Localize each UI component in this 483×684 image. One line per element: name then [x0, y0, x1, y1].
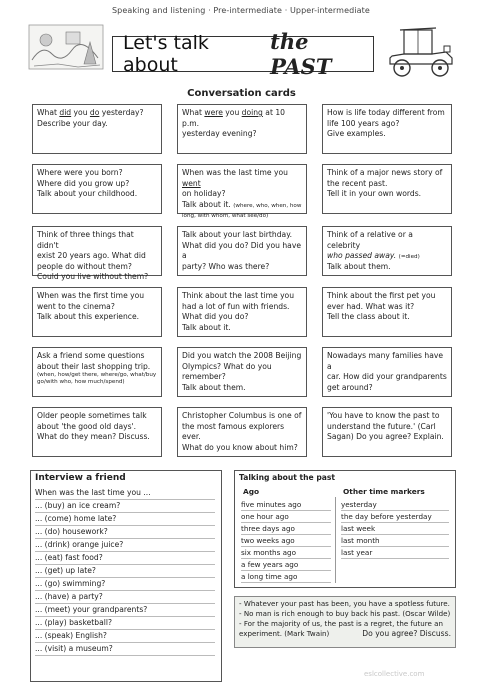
card-line: Give examples.	[327, 129, 386, 138]
interview-item: ... (have) a party?	[35, 591, 215, 604]
card-line: Talk about it.	[182, 322, 231, 332]
card-line: Did you watch the 2008 Beijing	[182, 351, 302, 360]
conversation-card	[177, 407, 307, 457]
card-line: How is life today different from	[327, 108, 445, 117]
interview-panel	[30, 470, 222, 682]
card-line: Christopher Columbus is one of	[182, 411, 302, 420]
col-other-header: Other time markers	[343, 487, 425, 496]
interview-item: ... (go) swimming?	[35, 578, 215, 591]
discussion-prompt: Do you agree? Discuss.	[362, 629, 451, 638]
card-hint: (=died)	[398, 254, 420, 260]
time-marker-item: yesterday	[341, 499, 449, 511]
card-line: get around?	[327, 382, 373, 392]
card-line: Think of three things that didn't	[37, 230, 134, 250]
conversation-card	[32, 407, 162, 457]
card-line: had a lot of fun with friends.	[182, 301, 290, 311]
section-title-conversation-cards: Conversation cards	[187, 88, 296, 99]
card-line: Sagan) Do you agree? Explain.	[327, 432, 444, 441]
ago-item: two weeks ago	[241, 535, 331, 547]
interview-item: ... (visit) a museum?	[35, 643, 215, 656]
card-text: What did you do yesterday?	[37, 108, 144, 117]
conversation-card	[177, 164, 307, 219]
card-line: the most famous explorers ever.	[182, 421, 285, 441]
card-line: What do you know about him?	[182, 442, 298, 452]
card-line: Where were you born?	[37, 168, 123, 177]
time-marker-item: last month	[341, 535, 449, 547]
card-line: the recent past.	[327, 178, 388, 188]
card-line: exist 20 years ago. What did	[37, 251, 146, 260]
card-line: who passed away.	[327, 251, 397, 260]
conversation-card	[177, 226, 307, 276]
card-line: yesterday evening?	[182, 129, 257, 138]
interview-item: ... (play) basketball?	[35, 617, 215, 630]
card-line: Talk about your childhood.	[37, 189, 138, 198]
interview-item: ... (do) housework?	[35, 526, 215, 539]
interview-item: ... (meet) your grandparents?	[35, 604, 215, 617]
card-line: Talk about this experience.	[37, 312, 140, 321]
card-hint: (where, who, when, how long, with whom, what see/do)	[182, 202, 302, 219]
card-line: Tell the class about it.	[327, 312, 410, 321]
card-line: Olympics? What do you	[182, 361, 272, 371]
conversation-card	[32, 226, 162, 281]
card-line: Tell it in your own words.	[327, 189, 422, 198]
card-line: life 100 years ago?	[327, 118, 400, 128]
conversation-card	[177, 347, 307, 397]
conversation-card	[32, 164, 162, 214]
ago-item: three days ago	[241, 523, 331, 535]
ago-item: a few years ago	[241, 559, 331, 571]
card-line: ever had. What was it?	[327, 301, 415, 311]
card-line: What did you do?	[182, 312, 249, 321]
interview-item: ... (come) home late?	[35, 513, 215, 526]
vintage-car-illustration	[386, 22, 456, 80]
card-line: Think of a relative or a celebrity	[327, 230, 413, 250]
card-line: understand the future.' (Carl	[327, 421, 436, 431]
conversation-card	[322, 407, 452, 457]
ago-item: one hour ago	[241, 511, 331, 523]
quote-line: - For the majority of us, the past is a regret, the future an	[239, 619, 443, 628]
card-line: When was the first time you	[37, 291, 145, 300]
conversation-card	[322, 164, 452, 214]
card-line: Think about the first pet you	[327, 291, 436, 300]
conversation-card	[32, 104, 162, 154]
time-marker-item: last year	[341, 547, 449, 559]
card-line: Think of a major news story of	[327, 168, 443, 177]
card-line: car. How did your grandparents	[327, 372, 447, 381]
time-marker-item: the day before yesterday	[341, 511, 449, 523]
card-line: party? Who was there?	[182, 261, 270, 271]
card-line: Talk about your last birthday.	[182, 230, 293, 239]
worksheet-subtitle: Speaking and listening · Pre-intermediate · Upper-intermediate	[112, 6, 370, 15]
column-divider	[335, 497, 336, 583]
conversation-card	[32, 287, 162, 337]
page-title: Let's talk about	[123, 32, 209, 76]
talking-about-past-panel	[234, 470, 456, 588]
card-line: Older people sometimes talk	[37, 411, 147, 420]
interview-item: ... (speak) English?	[35, 630, 215, 643]
page-title-emphasis: the PAST	[270, 29, 332, 79]
card-text: When was the last time you went	[182, 168, 288, 188]
card-line: Talk about it.	[182, 199, 231, 209]
card-line: Think about the last time you	[182, 291, 295, 300]
quotes-box	[234, 596, 456, 648]
card-line: remember?	[182, 372, 226, 381]
conversation-card	[177, 287, 307, 337]
conversation-card	[32, 347, 162, 397]
ago-item: six months ago	[241, 547, 331, 559]
card-text: What were you doing at 10 p.m.	[182, 108, 286, 128]
card-hint: (when, how/get there, where/go, what/buy go/with who, how much/spend)	[37, 372, 157, 385]
card-line: Talk about them.	[182, 382, 246, 392]
card-line: people do without them?	[37, 261, 132, 271]
quote-line: experiment. (Mark Twain)	[239, 629, 330, 638]
card-line: Could you live without them?	[37, 272, 149, 281]
conversation-card	[177, 104, 307, 154]
time-marker-item: last week	[341, 523, 449, 535]
ago-item: five minutes ago	[241, 499, 331, 511]
card-line: Describe your day.	[37, 118, 108, 128]
card-line: about their last shopping trip.	[37, 361, 151, 371]
card-line: on holiday?	[182, 189, 226, 198]
interview-title: Interview a friend	[35, 473, 126, 483]
ago-item: a long time ago	[241, 571, 331, 583]
card-line: went to the cinema?	[37, 301, 115, 311]
card-line: What do they mean? Discuss.	[37, 432, 150, 441]
interview-item: ... (buy) an ice cream?	[35, 500, 215, 513]
card-line: What did you do? Did you have a	[182, 240, 301, 260]
title-box	[112, 29, 374, 79]
interview-item: ... (eat) fast food?	[35, 552, 215, 565]
conversation-card	[322, 287, 452, 337]
card-line: Talk about them.	[327, 261, 391, 271]
conversation-card	[322, 104, 452, 154]
card-line: Where did you grow up?	[37, 178, 130, 188]
talking-title: Talking about the past	[239, 473, 336, 482]
card-line: Nowadays many families have a	[327, 351, 444, 371]
card-line: about 'the good old days'.	[37, 421, 137, 431]
col-ago-header: Ago	[243, 487, 260, 496]
quote-line: - No man is rich enough to buy back his past. (Oscar Wilde)	[239, 609, 451, 618]
vintage-collage-illustration	[28, 24, 104, 70]
interview-item: ... (get) up late?	[35, 565, 215, 578]
interview-lead: When was the last time you ...	[35, 487, 215, 500]
card-line: 'You have to know the past to	[327, 411, 440, 420]
watermark: eslcollective.com	[364, 670, 425, 678]
interview-item: ... (drink) orange juice?	[35, 539, 215, 552]
conversation-card	[322, 347, 452, 397]
card-line: Ask a friend some questions	[37, 351, 145, 360]
quote-line: - Whatever your past has been, you have a spotless future.	[239, 599, 450, 608]
conversation-card	[322, 226, 452, 276]
